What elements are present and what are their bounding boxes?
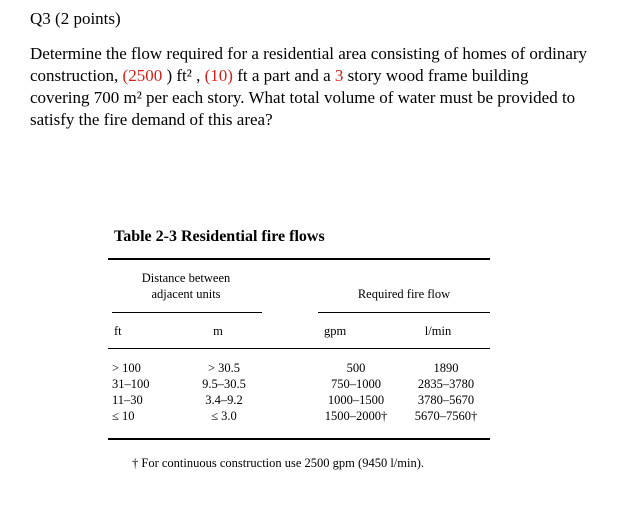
highlight-area: (2500 [122, 66, 163, 85]
question-text-part-1: Determine the flow required for a residential area consisting of homes of ordinary construction, [30, 44, 588, 85]
cell-gpm: 500 [346, 361, 366, 375]
unit-lmin: l/min [424, 324, 452, 338]
unit-gpm: gpm [324, 324, 347, 338]
table-bottom-rule [108, 438, 490, 440]
cell-lmin: 5670–7560† [414, 409, 478, 423]
group-rule-left [112, 312, 262, 313]
question-text-part-3: ft a part and a [232, 66, 335, 85]
group-header-distance-line2: adjacent units [151, 287, 221, 301]
table-top-rule [108, 258, 490, 260]
cell-gpm: 750–1000 [331, 377, 381, 391]
unit-m: m [213, 324, 223, 338]
unit-ft: ft [114, 324, 122, 338]
cell-ft: 31–100 [112, 377, 150, 391]
cell-lmin: 1890 [433, 361, 459, 375]
cell-m: 9.5–30.5 [202, 377, 246, 391]
question-text-part-4: story wood frame building covering 700 m² per each story. What total volume of water must be provided to satisfy the fire demand of this area? [30, 66, 576, 129]
question-text [30, 43, 590, 131]
cell-m: ≤ 3.0 [211, 409, 237, 423]
question-title: Q3 (2 points) [30, 9, 121, 28]
table-caption: Table 2-3 Residential fire flows [114, 228, 325, 245]
question-text-part-2: ) ft² , [162, 66, 205, 85]
group-header-flow: Required fire flow [357, 287, 451, 301]
table-footnote: † For continuous construction use 2500 gpm (9450 l/min). [132, 456, 424, 470]
group-rule-right [318, 312, 490, 313]
cell-ft: > 100 [112, 361, 141, 375]
cell-ft: 11–30 [112, 393, 143, 407]
highlight-distance: (10) [204, 66, 233, 85]
units-rule [108, 348, 490, 349]
cell-gpm: 1500–2000† [324, 409, 388, 423]
group-header-distance [142, 270, 231, 302]
cell-gpm: 1000–1500 [327, 393, 385, 407]
cell-m: 3.4–9.2 [205, 393, 243, 407]
highlight-stories: 3 [334, 66, 344, 85]
cell-lmin: 3780–5670 [417, 393, 475, 407]
cell-m: > 30.5 [207, 361, 241, 375]
cell-ft: ≤ 10 [112, 409, 135, 423]
group-header-distance-line1: Distance between [141, 271, 231, 285]
cell-lmin: 2835–3780 [417, 377, 475, 391]
